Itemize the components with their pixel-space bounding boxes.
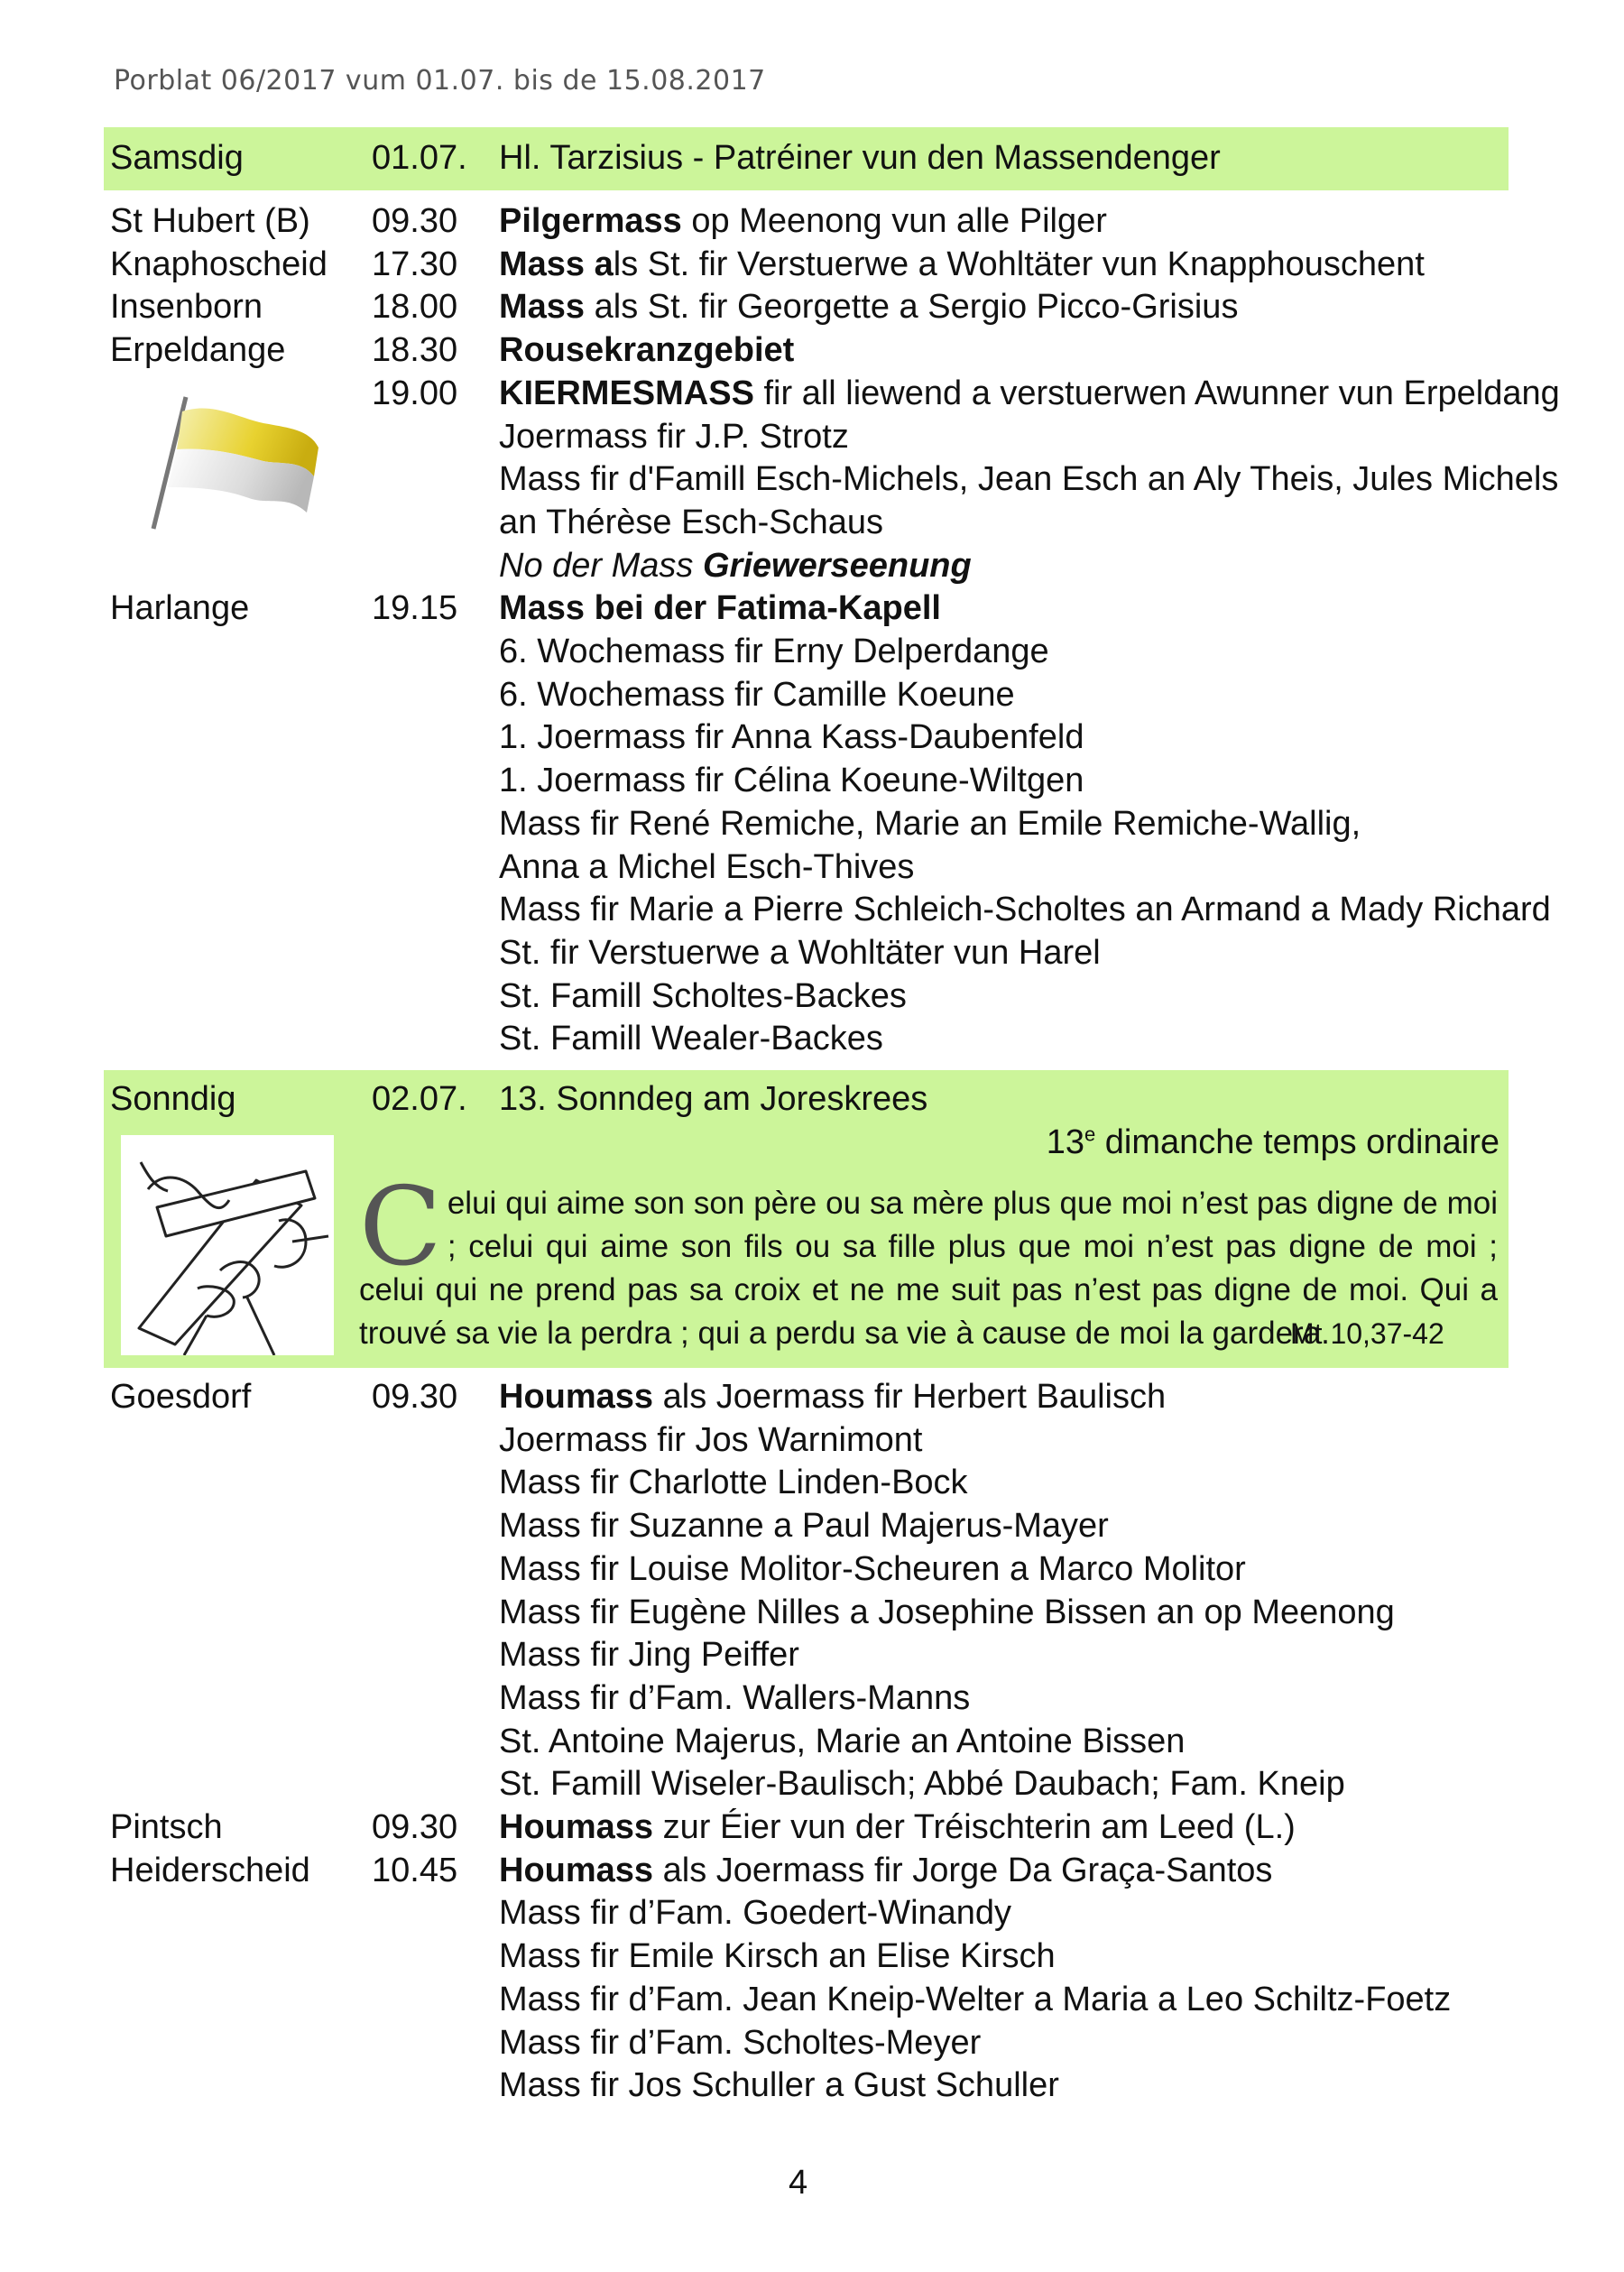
note-text: No der Mass (499, 546, 703, 585)
mass-intention: zur Éier vun der Tréischterin am Leed (L.) (653, 1808, 1296, 1846)
mass-intention: St. Antoine Majerus, Marie an Antoine Bissen (499, 1722, 1186, 1760)
mass-description (499, 888, 1551, 931)
mass-intention: Mass fir Emile Kirsch an Elise Kirsch (499, 1937, 1056, 1976)
mass-description (499, 716, 1084, 759)
feast-title: Hl. Tarzisius - Patréiner vun den Massendenger (499, 139, 1221, 177)
time-label: 19.15 (372, 589, 458, 628)
cross-bearer-icon (121, 1135, 334, 1355)
mass-intention: Mass fir d’Fam. Scholtes-Meyer (499, 2023, 982, 2062)
mass-intention: op Meenong vun alle Pilger (681, 202, 1107, 240)
mass-description (499, 931, 1101, 974)
mass-intention: Mass fir Marie a Pierre Schleich-Scholtes an Armand a Mady Richard (499, 891, 1551, 929)
mass-description (499, 1375, 1166, 1418)
mass-description (499, 1633, 799, 1676)
mass-description (499, 1806, 1296, 1849)
mass-type: Mass (499, 288, 586, 327)
mass-description (499, 2064, 1059, 2107)
mass-intention: Mass fir d’Fam. Jean Kneip-Welter a Maria a Leo Schiltz-Foetz (499, 1980, 1452, 2018)
mass-intention: Anna a Michel Esch-Thives (499, 847, 915, 886)
location-label: Erpeldange (110, 331, 286, 370)
mass-intention: Mass fir Charlotte Linden-Bock (499, 1464, 968, 1502)
time-label: 18.00 (372, 288, 458, 327)
saturday-header-band (104, 127, 1509, 190)
mass-type: Houmass (499, 1378, 654, 1416)
time-label: 17.30 (372, 245, 458, 283)
subtitle-number: 13 (1046, 1123, 1084, 1161)
mass-description (499, 199, 1107, 243)
mass-description (499, 630, 1049, 673)
subtitle-sup: e (1084, 1122, 1096, 1146)
mass-type: Houmass (499, 1808, 654, 1846)
mass-type: Mass bei der Fatima-Kapell (499, 589, 941, 628)
mass-intention: 6. Wochemass fir Erny Delperdange (499, 633, 1049, 670)
mass-description (499, 1978, 1451, 2021)
mass-intention: St. Famill Wiseler-Baulisch; Abbé Daubach; Fam. Kneip (499, 1765, 1345, 1804)
mass-type: Mass a (499, 245, 614, 283)
mass-description (499, 1849, 1272, 1892)
mass-intention: Mass fir d'Famill Esch-Michels, Jean Esch an Aly Theis, Jules Michels (499, 460, 1559, 499)
mass-intention: Joermass fir Jos Warnimont (499, 1420, 923, 1459)
time-label: 19.00 (372, 374, 458, 412)
date-label: 02.07. (372, 1080, 467, 1118)
mass-description (499, 415, 849, 458)
location-label: Goesdorf (110, 1378, 252, 1416)
mass-intention: 1. Joermass fir Anna Kass-Daubenfeld (499, 718, 1084, 757)
gospel-body: elui qui aime son son père ou sa mère plus que moi n’est pas digne de moi ; celui qui aime son fils ou sa fille plus que moi n’est pas digne de moi ; celui qui ne prend pas sa croix et ne me suit pas n’est pas digne de moi. Qui a trouvé sa vie la perdra ; qui a perdu sa vie à cause de moi la gardera. (359, 1186, 1498, 1351)
mass-intention: Mass fir Eugène Nilles a Josephine Bissen an op Meenong (499, 1593, 1395, 1631)
sunday-subtitle (1047, 1121, 1499, 1164)
location-label: Knaphoscheid (110, 245, 328, 283)
mass-description (499, 974, 907, 1018)
mass-description (499, 285, 1238, 328)
time-label: 09.30 (372, 1378, 458, 1416)
mass-intention: Mass fir Jing Peiffer (499, 1636, 799, 1675)
mass-description (499, 328, 794, 372)
drop-cap: C (359, 1165, 442, 1290)
gospel-reference: Mt 10,37-42 (1290, 1317, 1444, 1350)
mass-description (499, 2021, 981, 2064)
mass-intention: Mass fir d’Fam. Wallers-Manns (499, 1678, 971, 1717)
page-number: 4 (789, 2164, 808, 2202)
mass-type: KIERMESMASS (499, 374, 754, 412)
mass-intention: Mass fir Louise Molitor-Scheuren a Marco Molitor (499, 1549, 1246, 1588)
subtitle-rest: dimanche temps ordinaire (1095, 1123, 1499, 1161)
location-label: Heiderscheid (110, 1851, 310, 1889)
mass-intention: Mass fir Suzanne a Paul Majerus-Mayer (499, 1507, 1109, 1546)
location-label: Insenborn (110, 288, 263, 327)
mass-description (499, 1461, 968, 1504)
mass-description (499, 1504, 1109, 1547)
mass-intention: als St. fir Georgette a Sergio Picco-Grisius (585, 288, 1239, 327)
location-label: Harlange (110, 589, 250, 628)
mass-description (499, 457, 1558, 501)
day-label: Sonndig (110, 1080, 236, 1118)
mass-description (499, 845, 914, 889)
mass-intention: als Joermass fir Jorge Da Graça-Santos (653, 1851, 1273, 1889)
mass-description (499, 372, 1560, 415)
mass-description (499, 1891, 1011, 1935)
mass-description (499, 1762, 1345, 1806)
mass-intention: St. fir Verstuerwe a Wohltäter vun Harel (499, 933, 1101, 972)
mass-description (499, 802, 1361, 845)
mass-description (499, 1720, 1185, 1763)
mass-intention: ls St. fir Verstuerwe a Wohltäter vun Knapphouschent (613, 245, 1425, 283)
mass-description (499, 1935, 1056, 1978)
date-label: 01.07. (372, 139, 467, 177)
page-header: Porblat 06/2017 vum 01.07. bis de 15.08.2017 (114, 65, 766, 97)
mass-type: Rousekranzgebiet (499, 331, 795, 370)
mass-intention: Mass fir René Remiche, Marie an Emile Remiche-Wallig, (499, 804, 1361, 843)
mass-description (499, 1418, 922, 1462)
day-label: Samsdig (110, 139, 244, 177)
mass-intention: an Thérèse Esch-Schaus (499, 503, 883, 541)
mass-type: Pilgermass (499, 202, 682, 240)
mass-description (499, 243, 1425, 286)
time-label: 18.30 (372, 331, 458, 370)
mass-description (499, 759, 1084, 802)
mass-intention: 1. Joermass fir Célina Koeune-Wiltgen (499, 762, 1084, 800)
mass-description (499, 1547, 1246, 1591)
mass-description (499, 1017, 883, 1060)
note-emphasis: Griewerseenung (702, 546, 972, 585)
mass-type: Houmass (499, 1851, 654, 1889)
sunday-title: 13. Sonndeg am Joreskrees (499, 1080, 928, 1118)
mass-intention: St. Famill Wealer-Backes (499, 1020, 883, 1058)
location-label: St Hubert (B) (110, 202, 310, 240)
flag-icon (143, 393, 323, 551)
mass-description (499, 1591, 1395, 1634)
mass-intention: Mass fir Jos Schuller a Gust Schuller (499, 2066, 1059, 2105)
time-label: 09.30 (372, 1808, 458, 1846)
mass-intention: fir all liewend a verstuerwen Awunner vun Erpeldang (753, 374, 1560, 412)
mass-description (499, 586, 941, 630)
time-label: 09.30 (372, 202, 458, 240)
location-label: Pintsch (110, 1808, 223, 1846)
mass-intention: Joermass fir J.P. Strotz (499, 417, 849, 456)
mass-intention: Mass fir d’Fam. Goedert-Winandy (499, 1894, 1012, 1933)
mass-description (499, 1676, 970, 1720)
mass-description (499, 673, 1015, 716)
time-label: 10.45 (372, 1851, 458, 1889)
mass-intention: St. Famill Scholtes-Backes (499, 976, 907, 1015)
mass-intention: 6. Wochemass fir Camille Koeune (499, 675, 1015, 714)
mass-description (499, 544, 972, 587)
mass-intention: als Joermass fir Herbert Baulisch (653, 1378, 1167, 1416)
mass-description (499, 501, 883, 544)
